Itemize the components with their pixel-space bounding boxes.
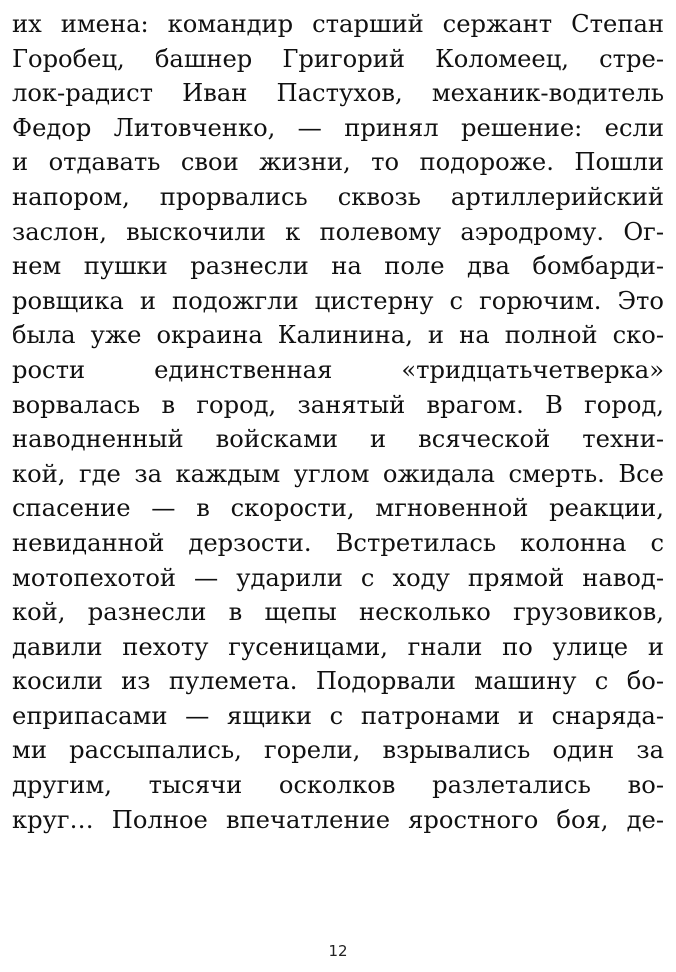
text-line: лок-радист Иван Пастухов, механик-водитель	[12, 79, 664, 108]
text-line: мотопехотой — ударили с ходу прямой навод-	[12, 563, 664, 592]
page-number: 12	[328, 942, 348, 960]
text-line: спасение — в скорости, мгновенной реакции,	[12, 494, 664, 523]
text-line: Федор Литовченко, — принял решение: если	[12, 113, 664, 142]
body-text	[12, 7, 664, 837]
text-line: круг… Полное впечатление яростного боя, де-	[12, 805, 664, 834]
text-line: кой, где за каждым углом ожидала смерть. Все	[12, 459, 664, 488]
text-line: рости единственная «тридцатьчетверка»	[12, 355, 664, 384]
text-line: наводненный войсками и всяческой техни-	[12, 425, 664, 454]
text-line: ми рассыпались, горели, взрывались один за	[12, 736, 664, 765]
text-line: кой, разнесли в щепы несколько грузовиков,	[12, 598, 664, 627]
text-line: давили пехоту гусеницами, гнали по улице и	[12, 632, 664, 661]
text-line: ровщика и подожгли цистерну с горючим. Это	[12, 286, 664, 315]
text-line: невиданной дерзости. Встретилась колонна с	[12, 528, 664, 557]
text-line: заслон, выскочили к полевому аэродрому. Ог-	[12, 217, 664, 246]
text-line: напором, прорвались сквозь артиллерийский	[12, 182, 664, 211]
text-line: косили из пулемета. Подорвали машину с бо-	[12, 667, 664, 696]
text-line: Горобец, башнер Григорий Коломеец, стре-	[12, 44, 664, 73]
text-line: еприпасами — ящики с патронами и снаряда-	[12, 701, 664, 730]
text-line: другим, тысячи осколков разлетались во-	[12, 771, 664, 800]
text-line: нем пушки разнесли на поле два бомбарди-	[12, 252, 664, 281]
text-line: была уже окраина Калинина, и на полной ско-	[12, 321, 664, 350]
text-line: их имена: командир старший сержант Степан	[12, 10, 664, 38]
text-line: и отдавать свои жизни, то подороже. Пошли	[12, 148, 664, 177]
text-line: ворвалась в город, занятый врагом. В город,	[12, 390, 664, 419]
